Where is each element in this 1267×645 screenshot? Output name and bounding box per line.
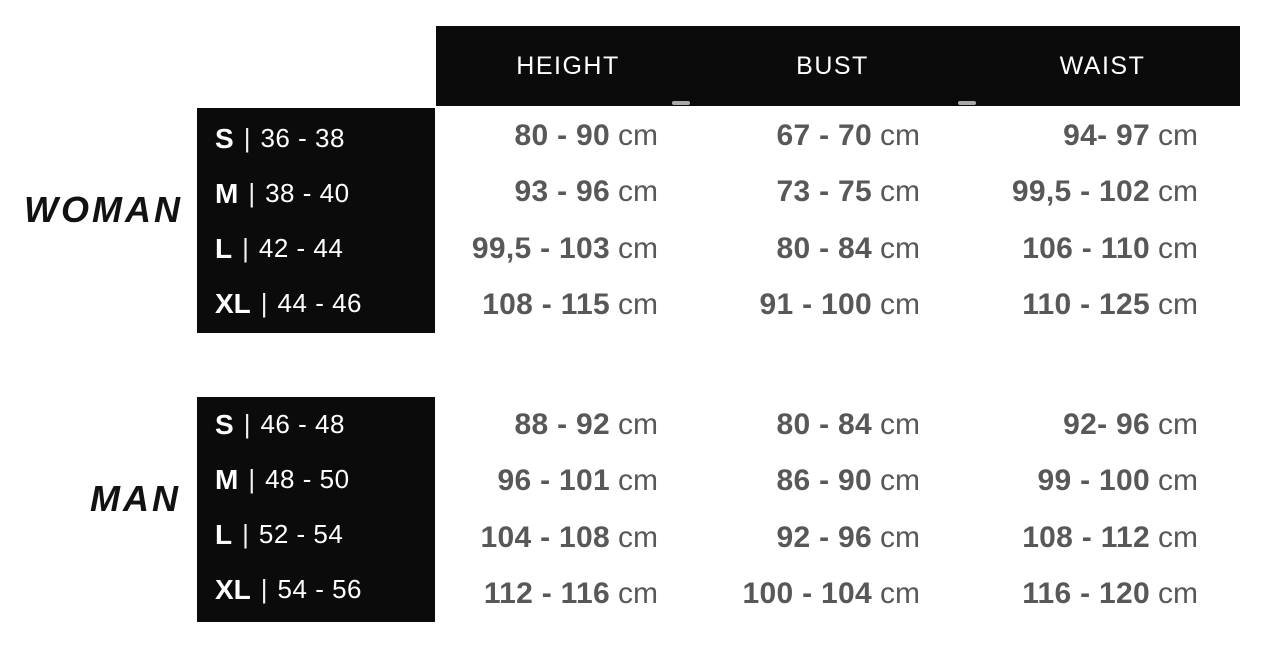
woman-m-height: [436, 164, 700, 220]
value: 104 - 108: [480, 520, 610, 554]
value: 80 - 90: [514, 119, 610, 153]
value: 80 - 84: [776, 231, 872, 265]
size-separator: |: [243, 409, 251, 439]
size-label: L: [215, 232, 233, 264]
size-range: 38 - 40: [265, 178, 350, 208]
size-range: 52 - 54: [258, 519, 344, 549]
size-row-man-m: [197, 452, 435, 507]
size-separator: |: [242, 519, 249, 549]
man-m-bust: [700, 453, 965, 509]
unit: cm: [1158, 576, 1198, 610]
value: 108 - 112: [1022, 520, 1150, 554]
woman-s-height: [436, 108, 700, 164]
man-m-height: [436, 453, 700, 509]
unit: cm: [1158, 287, 1198, 321]
man-l-height: [436, 510, 700, 566]
man-xl-height: [436, 566, 700, 622]
unit: cm: [1158, 231, 1198, 265]
woman-l-waist: [965, 221, 1240, 277]
value: 106 - 110: [1022, 231, 1150, 265]
woman-s-bust: [700, 108, 965, 164]
size-range: 44 - 46: [277, 288, 362, 318]
man-size-box: [197, 397, 435, 622]
size-label: L: [215, 518, 233, 550]
value: 100 - 104: [742, 576, 872, 610]
column-header-bust: BUST: [796, 51, 869, 80]
header-notch: [958, 101, 976, 105]
unit: cm: [1158, 464, 1198, 498]
unit: cm: [880, 119, 920, 153]
size-row-man-xl: [197, 562, 435, 617]
woman-l-bust: [700, 221, 965, 277]
size-range: 48 - 50: [265, 464, 350, 494]
man-m-waist: [965, 453, 1240, 509]
value: 92 - 96: [776, 520, 872, 554]
woman-xl-waist: [965, 277, 1240, 333]
value: 86 - 90: [776, 464, 872, 498]
value: 108 - 115: [482, 287, 610, 321]
unit: cm: [880, 175, 920, 209]
size-range: 42 - 44: [258, 233, 344, 263]
size-separator: |: [248, 178, 256, 208]
size-separator: |: [242, 233, 249, 263]
size-separator: |: [248, 464, 256, 494]
man-values-grid: [436, 397, 1240, 622]
value: 91 - 100: [759, 287, 872, 321]
table-header: [436, 26, 1240, 106]
section-label-man: MAN: [90, 478, 181, 519]
man-s-height: [436, 397, 700, 453]
man-s-waist: [965, 397, 1240, 453]
woman-values-grid: [436, 108, 1240, 333]
woman-xl-height: [436, 277, 700, 333]
size-label: XL: [215, 573, 251, 605]
unit: cm: [618, 231, 658, 265]
size-separator: |: [243, 123, 251, 153]
unit: cm: [618, 464, 658, 498]
woman-xl-bust: [700, 277, 965, 333]
size-label: XL: [215, 287, 251, 319]
man-s-bust: [700, 397, 965, 453]
value: 94- 97: [1063, 119, 1150, 153]
unit: cm: [618, 119, 658, 153]
size-range: 54 - 56: [277, 574, 362, 604]
size-row-woman-s: [197, 111, 435, 166]
size-separator: |: [260, 288, 268, 318]
unit: cm: [880, 287, 920, 321]
value: 116 - 120: [1022, 576, 1150, 610]
value: 88 - 92: [514, 408, 610, 442]
size-row-woman-xl: [197, 276, 435, 331]
value: 92- 96: [1063, 408, 1150, 442]
size-label: S: [215, 408, 234, 440]
unit: cm: [618, 408, 658, 442]
header-notch: [672, 101, 690, 105]
woman-m-waist: [965, 164, 1240, 220]
value: 67 - 70: [776, 119, 872, 153]
value: 112 - 116: [483, 576, 610, 610]
size-range: 36 - 38: [260, 123, 345, 153]
size-row-woman-m: [197, 166, 435, 221]
value: 96 - 101: [497, 464, 610, 498]
unit: cm: [618, 287, 658, 321]
woman-s-waist: [965, 108, 1240, 164]
man-l-waist: [965, 510, 1240, 566]
size-row-man-l: [197, 507, 435, 562]
size-range: 46 - 48: [260, 409, 345, 439]
woman-size-box: [197, 108, 435, 333]
unit: cm: [1158, 175, 1198, 209]
section-label-woman: WOMAN: [24, 189, 183, 230]
unit: cm: [880, 520, 920, 554]
value: 110 - 125: [1022, 287, 1150, 321]
man-l-bust: [700, 510, 965, 566]
unit: cm: [880, 231, 920, 265]
size-separator: |: [260, 574, 268, 604]
value: 93 - 96: [514, 175, 610, 209]
unit: cm: [880, 464, 920, 498]
unit: cm: [618, 520, 658, 554]
woman-m-bust: [700, 164, 965, 220]
unit: cm: [618, 175, 658, 209]
unit: cm: [1158, 119, 1198, 153]
unit: cm: [618, 576, 658, 610]
size-label: S: [215, 122, 234, 154]
value: 99,5 - 102: [1011, 175, 1150, 209]
unit: cm: [1158, 408, 1198, 442]
column-header-height: HEIGHT: [516, 51, 620, 80]
man-xl-waist: [965, 566, 1240, 622]
column-header-waist: WAIST: [1059, 51, 1146, 80]
value: 80 - 84: [776, 408, 872, 442]
value: 73 - 75: [776, 175, 872, 209]
value: 99,5 - 103: [471, 231, 610, 265]
size-row-man-s: [197, 397, 435, 452]
size-label: M: [215, 177, 239, 209]
size-label: M: [215, 463, 239, 495]
unit: cm: [880, 408, 920, 442]
unit: cm: [880, 576, 920, 610]
man-xl-bust: [700, 566, 965, 622]
unit: cm: [1158, 520, 1198, 554]
woman-l-height: [436, 221, 700, 277]
value: 99 - 100: [1037, 464, 1150, 498]
size-row-woman-l: [197, 221, 435, 276]
